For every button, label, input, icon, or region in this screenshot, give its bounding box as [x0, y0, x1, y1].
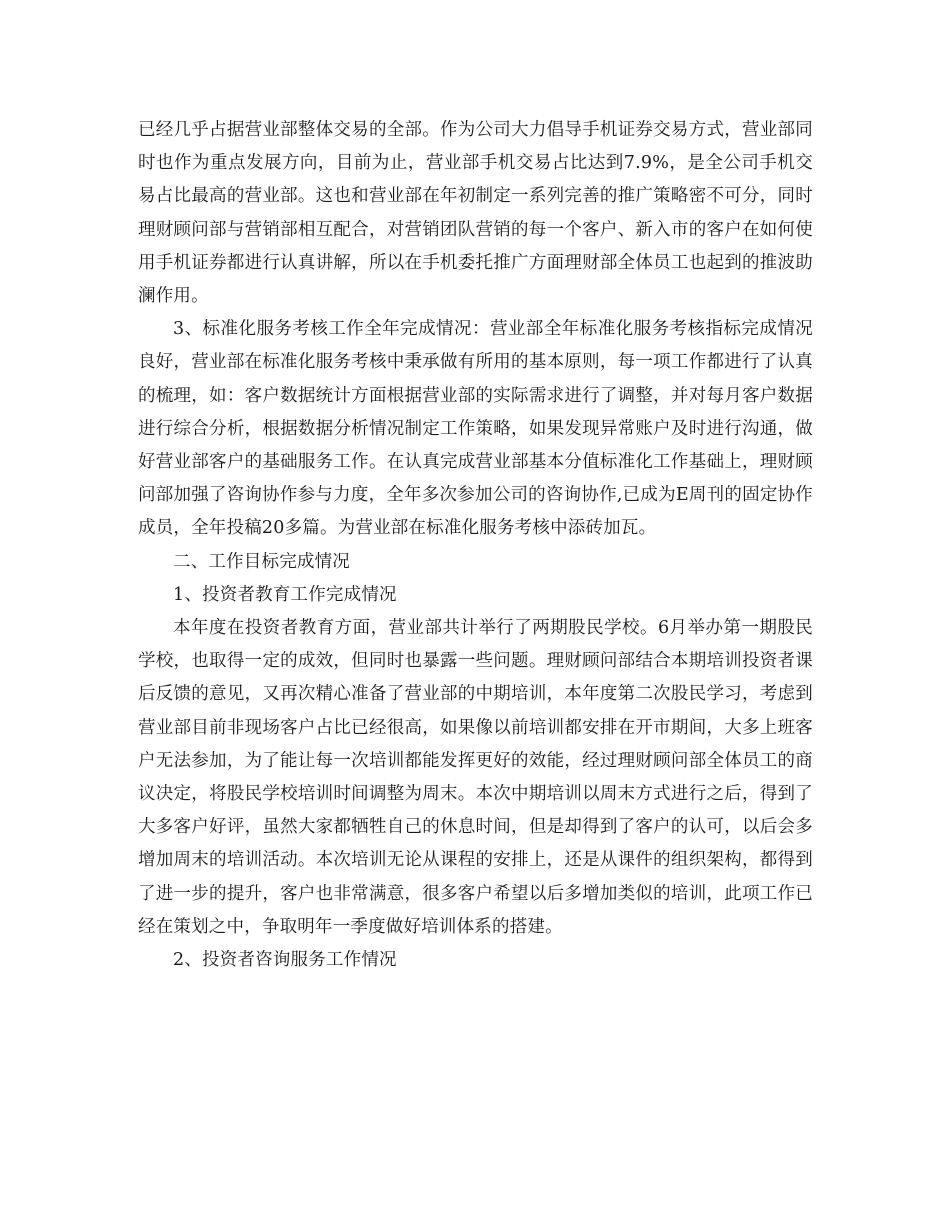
- subheading-investor-consulting: 2、投资者咨询服务工作情况: [173, 950, 397, 971]
- paragraph-mobile-trading: 已经几乎占据营业部整体交易的全部。作为公司大力倡导手机证券交易方式，营业部同时也作为重点发展方向，目前为止，营业部手机交易占比达到7.9%，是全公司手机交易占比最高的营业部。这也和营业部在年初制定一系列完善的推广策略密不可分，同时理财顾问部与营销部相互配合，对营销团队营销的每一个客户、新入市的客户在如何使用手机证券都进行认真讲解，所以在手机委托推广方面理财部全体员工也起到的推波助澜作用。: [138, 120, 813, 307]
- document-body: [138, 114, 813, 977]
- paragraph-investor-education: 本年度在投资者教育方面，营业部共计举行了两期股民学校。6月举办第一期股民学校，也取得一定的成效，但同时也暴露一些问题。理财顾问部结合本期培训投资者课后反馈的意见，又再次精心准备了营业部的中期培训，本年度第二次股民学习，考虑到营业部目前非现场客户占比已经很高，如果像以前培训都安排在开市期间，大多上班客户无法参加，为了能让每一次培训都能发挥更好的效能，经过理财顾问部全体员工的商议决定，将股民学校培训时间调整为周末。本次中期培训以周末方式进行之后，得到了大多客户好评，虽然大家都牺牲自己的休息时间，但是却得到了客户的认可，以后会多增加周末的培训活动。本次培训无论从课程的安排上，还是从课件的组织架构，都得到了进一步的提升，客户也非常满意，很多客户希望以后多增加类似的培训，此项工作已经在策划之中，争取明年一季度做好培训体系的搭建。: [138, 618, 813, 937]
- paragraph-standardized-service: 3、标准化服务考核工作全年完成情况：营业部全年标准化服务考核指标完成情况良好，营业部在标准化服务考核中秉承做有所用的基本原则，每一项工作都进行了认真的梳理，如：客户数据统计方面根据营业部的实际需求进行了调整，并对每月客户数据进行综合分析，根据数据分析情况制定工作策略，如果发现异常账户及时进行沟通，做好营业部客户的基础服务工作。在认真完成营业部基本分值标准化工作基础上，理财顾问部加强了咨询协作参与力度，全年多次参加公司的咨询协作,已成为E周刊的固定协作成员，全年投稿20多篇。为营业部在标准化服务考核中添砖加瓦。: [138, 319, 813, 539]
- section-heading-work-goals: 二、工作目标完成情况: [173, 551, 350, 572]
- subheading-investor-education: 1、投资者教育工作完成情况: [173, 584, 397, 605]
